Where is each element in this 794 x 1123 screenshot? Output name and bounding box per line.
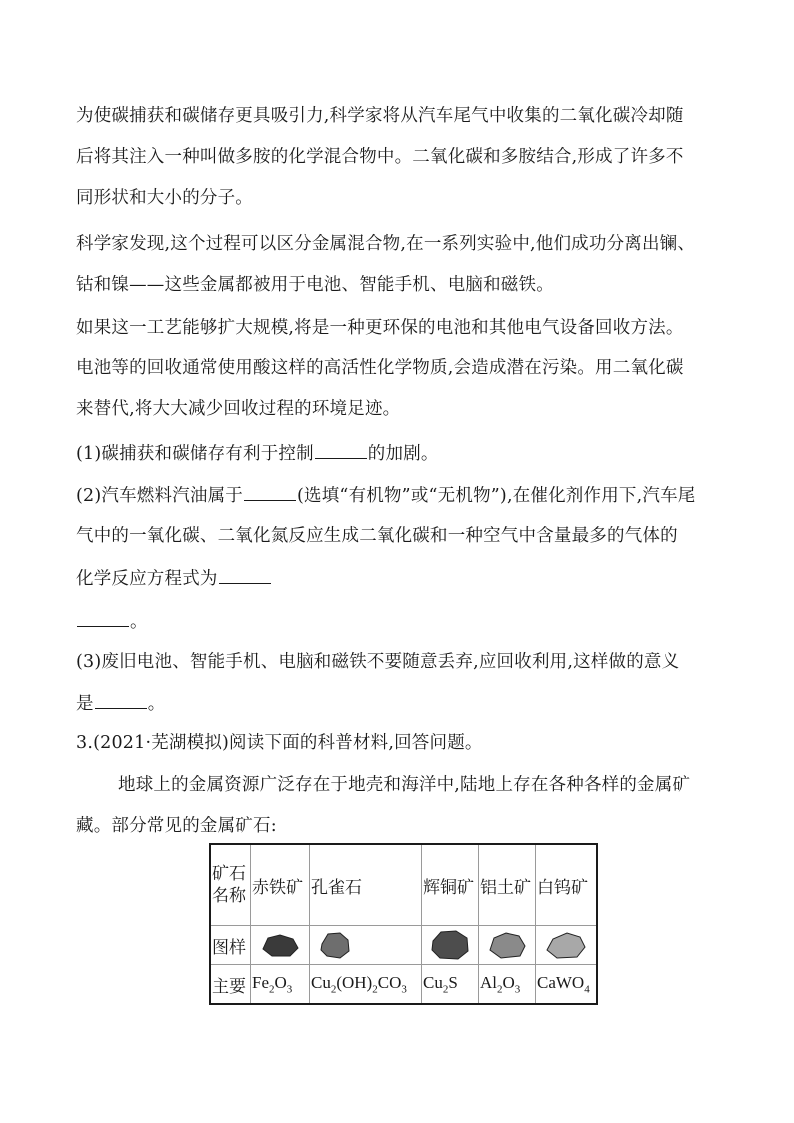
formula-subscript: 4	[584, 983, 590, 996]
question-text: 。	[130, 612, 148, 632]
formula-text: Cu	[423, 972, 443, 992]
ore-name: 辉铜矿	[422, 844, 479, 926]
text-line: 钴和镍——这些金属都被用于电池、智能手机、电脑和磁铁。	[76, 275, 554, 295]
formula-text: CaWO	[537, 972, 585, 992]
answer-blank[interactable]	[77, 608, 129, 627]
table-row	[210, 844, 597, 926]
text-line	[76, 608, 148, 634]
text-line: 地球上的金属资源广泛存在于地壳和海洋中,陆地上存在各种各样的金属矿	[118, 775, 691, 795]
ore-table-wrapper	[209, 843, 598, 1005]
ore-formula	[251, 965, 310, 1005]
formula-text: Al	[480, 972, 497, 992]
formula-text: (OH)	[336, 972, 373, 992]
question-text: (2)汽车燃料汽油属于	[76, 486, 243, 506]
ore-name: 孔雀石	[310, 844, 422, 926]
text-line: 科学家发现,这个过程可以区分金属混合物,在一系列实验中,他们成功分离出镧、	[76, 234, 696, 254]
text-line: 为使碳捕获和碳储存更具吸引力,科学家将从汽车尾气中收集的二氧化碳冷却随	[76, 106, 684, 126]
text-line	[76, 565, 272, 591]
answer-blank[interactable]	[315, 440, 367, 459]
ore-table	[209, 843, 598, 1005]
row-header-image: 图样	[210, 926, 251, 965]
question-text: (1)碳捕获和碳储存有利于控制	[76, 444, 314, 464]
ore-name: 铝土矿	[479, 844, 536, 926]
formula-text: O	[274, 972, 287, 992]
formula-text: S	[448, 972, 458, 992]
question-1	[76, 440, 439, 466]
text-line: 藏。部分常见的金属矿石:	[76, 816, 277, 836]
ore-name: 白钨矿	[536, 844, 598, 926]
table-row	[210, 965, 597, 1005]
hematite-rock-icon	[260, 931, 300, 959]
question-3: (3)废旧电池、智能手机、电脑和磁铁不要随意丢弃,应回收利用,这样做的意义	[76, 652, 680, 672]
ore-name: 赤铁矿	[251, 844, 310, 926]
formula-subscript: 3	[286, 983, 293, 996]
formula-subscript: 3	[514, 983, 521, 996]
ore-formula	[479, 965, 536, 1005]
formula-subscript: 3	[401, 983, 407, 996]
ore-formula	[536, 965, 598, 1005]
question-text: (选填“有机物”或“无机物”),在催化剂作用下,汽车尾	[297, 486, 696, 506]
text-line: 后将其注入一种叫做多胺的化学混合物中。二氧化碳和多胺结合,形成了许多不	[76, 147, 684, 167]
formula-subscript: 2	[497, 983, 503, 996]
answer-blank[interactable]	[95, 690, 147, 709]
row-header-name: 矿石名称	[210, 844, 251, 926]
table-row	[210, 926, 597, 965]
formula-subscript: 2	[372, 983, 378, 996]
question-text: 。	[147, 694, 166, 714]
ore-formula	[310, 965, 422, 1005]
ore-formula	[422, 965, 479, 1005]
formula-subscript: 2	[442, 983, 449, 996]
malachite-rock-icon	[318, 930, 352, 960]
formula-text: O	[502, 972, 515, 992]
scheelite-rock-icon	[545, 930, 587, 960]
formula-text: Fe	[252, 972, 269, 992]
text-line	[76, 690, 165, 716]
text-line: 如果这一工艺能够扩大规模,将是一种更环保的电池和其他电气设备回收方法。	[76, 318, 684, 338]
question-text: 是	[76, 694, 94, 714]
formula-text: Cu	[311, 972, 331, 992]
answer-blank[interactable]	[219, 565, 271, 584]
formula-subscript: 2	[269, 983, 275, 996]
formula-text: CO	[377, 972, 402, 992]
text-line: 气中的一氧化碳、二氧化氮反应生成二氧化碳和一种空气中含量最多的气体的	[76, 526, 678, 546]
bauxite-rock-icon	[487, 930, 527, 960]
question-text: 化学反应方程式为	[76, 569, 218, 589]
question-2	[76, 482, 695, 508]
formula-subscript: 2	[330, 983, 337, 996]
answer-blank[interactable]	[244, 482, 296, 501]
row-header-formula: 主要	[210, 965, 251, 1005]
problem-heading: 3.(2021·芜湖模拟)阅读下面的科普材料,回答问题。	[76, 733, 483, 753]
text-line: 电池等的回收通常使用酸这样的高活性化学物质,会造成潜在污染。用二氧化碳	[76, 358, 684, 378]
text-line: 来替代,将大大减少回收过程的环境足迹。	[76, 399, 401, 419]
chalcocite-rock-icon	[430, 929, 470, 961]
text-line: 同形状和大小的分子。	[76, 188, 253, 208]
question-text: 的加剧。	[367, 444, 439, 464]
